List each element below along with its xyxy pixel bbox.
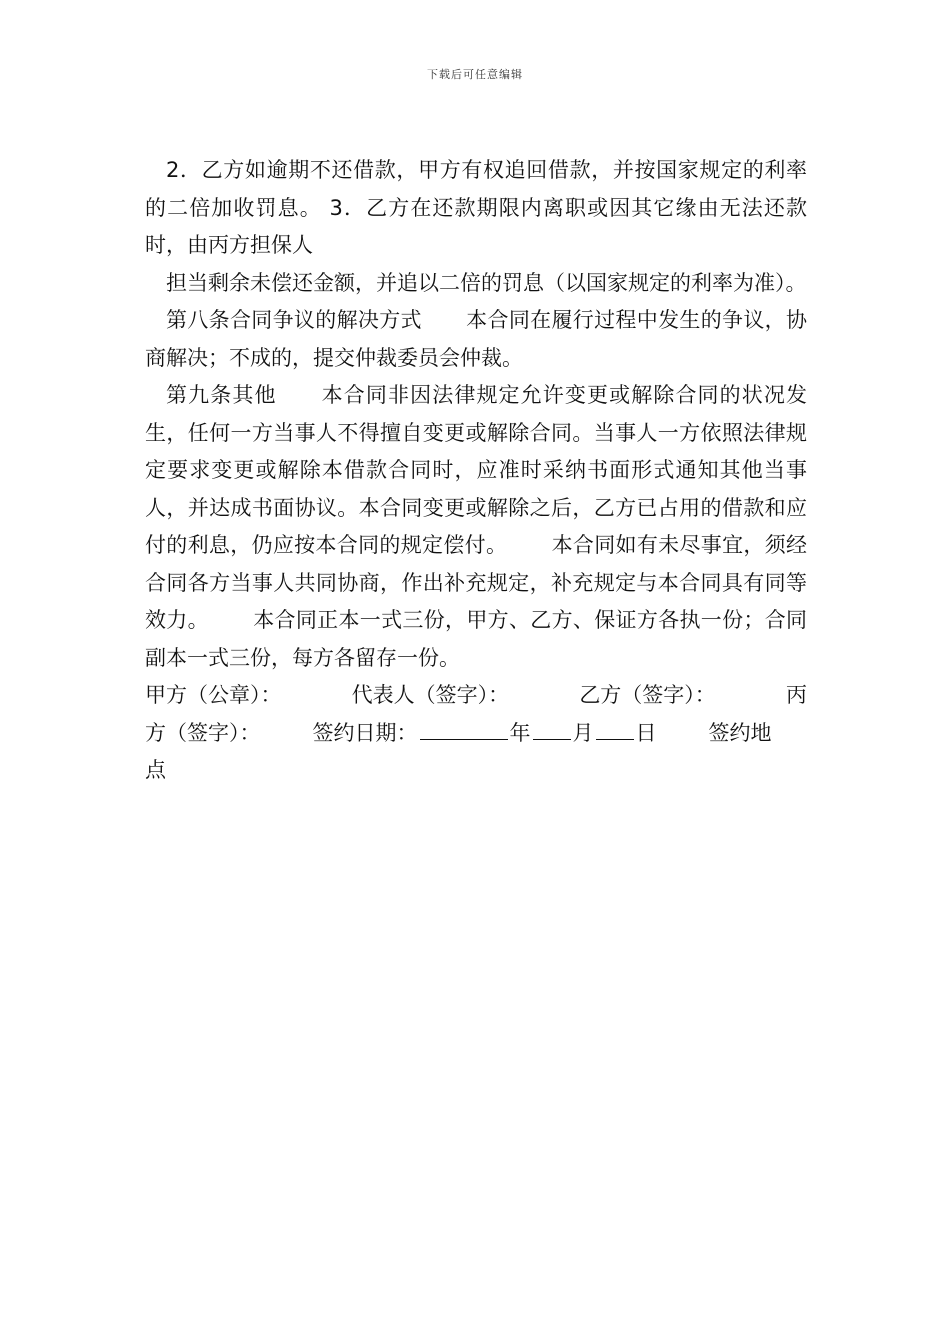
signature-line-1 [145,677,807,715]
article-8-title: 第八条合同争议的解决方式 [166,308,422,332]
party-b-signature-label: 乙方（签字）： [579,683,716,707]
party-a-seal-label: 甲方（公章）： [145,683,282,707]
party-c-signature-label: 方（签字）： [145,720,261,745]
article-9-body-3: 本合同正本一式三份，甲方、乙方、保证方各执一份；合同副本一式三份，每方各留存一份。 [145,608,808,670]
paragraph-guarantor-liability [145,265,807,303]
year-label: 年 [509,720,531,745]
header-note: 下载后可任意编辑 [427,68,523,81]
article-9-title: 第九条其他 [166,383,277,407]
paragraph-repayment-terms [145,152,807,265]
signing-date-label: 签约日期： [312,720,418,745]
article-9-body-1: 本合同非因法律规定允许变更或解除合同的状况发生，任何一方当事人不得擅自变更或解除合同。当事人一方依照法律规定要求变更或解除本借款合同时，应准时采纳书面形式通知其他当事人，并达成书面协议。本合同变更或解除之后，乙方已占用的借款和应付的利息，仍应按本合同的规定偿付。 [145,383,808,557]
signing-place-label-end: 点 [145,758,166,782]
year-blank [420,717,508,740]
signature-line-2 [145,715,807,753]
representative-signature-label: 代表人（签字）： [351,683,510,707]
party-c-label-start: 丙 [785,683,807,707]
guarantor-liability-text: 担当剩余未偿还金额，并追以二倍的罚息（以国家规定的利率为准）。 [166,270,807,295]
day-label: 日 [635,720,657,745]
repayment-terms-text: 2．乙方如逾期不还借款，甲方有权追回借款，并按国家规定的利率的二倍加收罚息。 3．乙方在还款期限内离职或因其它缘由无法还款时，由丙方担保人 [145,158,807,257]
signing-place-label: 签约地 [708,720,772,745]
paragraph-article-8 [145,302,807,377]
signature-line-3 [145,752,807,790]
article-8-body: 本合同在履行过程中发生的争议，协商解决；不成的，提交仲裁委员会仲裁。 [145,308,808,370]
month-label: 月 [572,720,594,745]
article-9-body-2: 本合同如有未尽事宜，须经合同各方当事人共同协商，作出补充规定，补充规定与本合同具有同等效力。 [145,533,808,632]
contract-body [145,152,807,790]
month-blank [533,717,571,740]
paragraph-article-9 [145,377,807,677]
day-blank [596,717,634,740]
